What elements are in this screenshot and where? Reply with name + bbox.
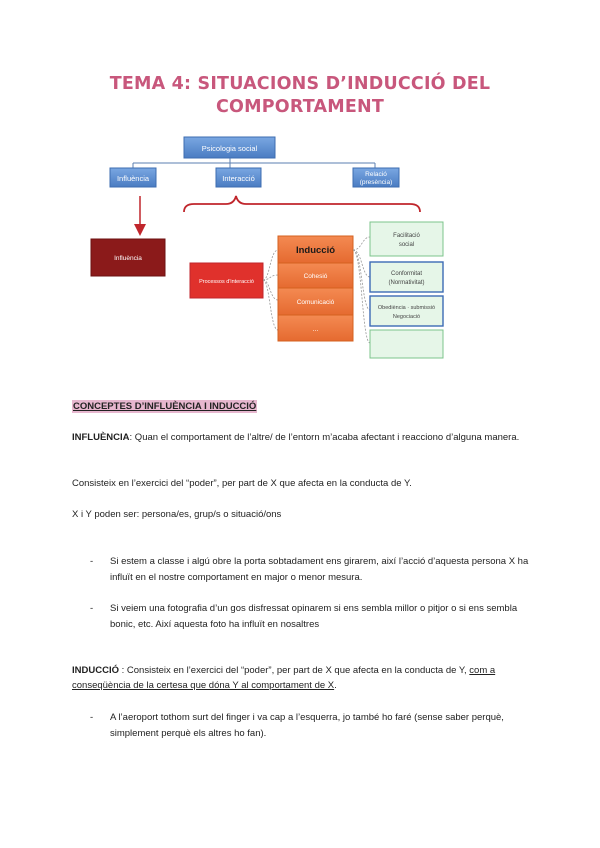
node-influencia-top xyxy=(110,168,156,187)
list-item: - Si estem a classe i algú obre la porta sobtadament ens girarem, així l’acció d’aquesta persona X ha influït en el nostre comportament en major o menor mesura. xyxy=(90,556,529,583)
svg-text:Influència: Influència xyxy=(116,174,150,183)
svg-text:(presència): (presència) xyxy=(359,179,393,186)
svg-text:Facilitació: Facilitació xyxy=(393,233,420,239)
node-obediencia xyxy=(370,296,443,326)
influencia-p2: Consisteix en l’exercici del “poder”, per part de X que afecta en la conducta de Y. xyxy=(72,478,412,489)
node-facilitacio-social xyxy=(370,222,443,256)
svg-text:Interacció: Interacció xyxy=(222,174,255,183)
node-conformitat xyxy=(370,262,443,292)
svg-text:Negociació: Negociació xyxy=(392,314,421,320)
node-comunicacio xyxy=(278,288,353,315)
svg-text:Inducció: Inducció xyxy=(295,245,336,256)
page-title-line2: COMPORTAMENT xyxy=(215,97,384,117)
node-ellipsis xyxy=(278,315,353,341)
induccio-term: INDUCCIÓ xyxy=(72,665,119,676)
svg-text:Psicologia social: Psicologia social xyxy=(201,144,258,153)
svg-text:Relació: Relació xyxy=(365,171,387,178)
tree-connectors xyxy=(133,158,375,168)
node-relacio xyxy=(353,168,399,187)
svg-text:(Normativitat): (Normativitat) xyxy=(388,280,425,286)
svg-text:Influència: Influència xyxy=(114,255,142,262)
page-title-line1: TEMA 4: SITUACIONS D’INDUCCIÓ DEL xyxy=(109,74,491,94)
influencia-definition xyxy=(72,430,532,445)
node-induccio xyxy=(278,236,353,263)
list-item: - Si veiem una fotografia d’un gos disfressat opinarem si ens sembla millor o pitjor o si ens sembla bonic, etc. Així aquesta foto ha influït en nosaltres xyxy=(90,603,518,630)
node-cohesio xyxy=(278,263,353,288)
node-empty xyxy=(370,330,443,358)
svg-text:social: social xyxy=(398,242,415,248)
influencia-def: : Quan el comportament de l’altre/ de l’entorn m’acaba afectant i reacciono d’alguna manera. xyxy=(129,432,520,443)
node-psicologia-social xyxy=(184,137,275,158)
list-item: - A l’aeroport tothom surt del finger i va cap a l’esquerra, jo també ho faré (sense saber perquè, simplement perquè els altres ho fan). xyxy=(90,712,504,739)
influencia-term: INFLUÈNCIA xyxy=(72,432,130,443)
svg-text:Processos d'interacció: Processos d'interacció xyxy=(199,279,254,285)
influencia-p3: X i Y poden ser: persona/es, grup/s o situació/ons xyxy=(72,509,282,520)
concept-diagram xyxy=(0,0,600,380)
svg-text:Obediència · submissió: Obediència · submissió xyxy=(377,305,436,311)
brace xyxy=(184,196,420,212)
node-interaccio xyxy=(216,168,261,187)
dashed-connectors-left xyxy=(263,250,278,330)
induccio-definition: INDUCCIÓ : Consisteix en l’exercici del “poder”, per part de X que afecta en la conducta de Y, com a conseqüència de la certesa que dóna Y al comportament de X. xyxy=(72,665,496,691)
svg-text:Comunicació: Comunicació xyxy=(296,299,335,306)
node-processos-interaccio xyxy=(190,263,263,298)
section-heading: CONCEPTES D’INFLUÈNCIA I INDUCCIÓ xyxy=(73,401,257,412)
svg-text:...: ... xyxy=(312,326,319,333)
induccio-underlined: com a conseqüència de la certesa que dóna Y al comportament de X xyxy=(72,665,496,691)
svg-text:Cohesió: Cohesió xyxy=(303,273,328,280)
node-influencia xyxy=(91,239,165,276)
svg-text:Conformitat: Conformitat xyxy=(390,271,423,277)
dashed-connectors-right xyxy=(353,237,370,343)
